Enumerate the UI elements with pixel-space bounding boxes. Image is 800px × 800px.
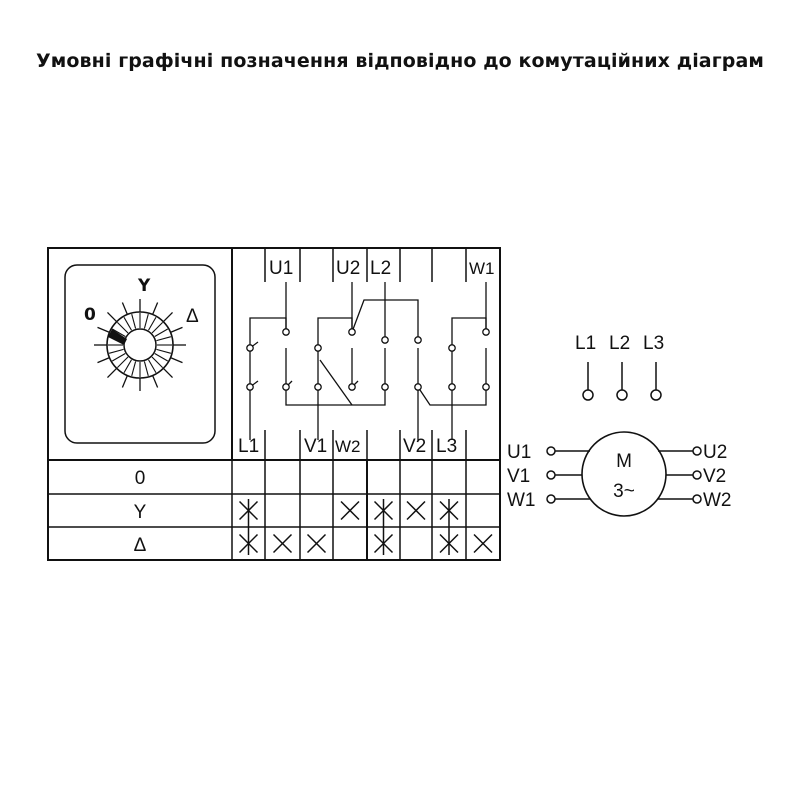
dial-label-delta: Δ: [186, 306, 199, 327]
terminal-label-u2: U2: [336, 258, 361, 279]
terminal-label-w2: W2: [335, 437, 361, 456]
dial-spoke: [163, 368, 172, 377]
dial-spoke: [170, 327, 182, 332]
motor-terminal-u1: U1: [507, 442, 532, 463]
contact-terminal: [247, 384, 253, 390]
dial-spoke: [107, 368, 116, 377]
terminal-label-u1: U1: [269, 258, 294, 279]
contact-terminal: [315, 384, 321, 390]
dial-spoke: [153, 375, 158, 387]
contact-terminal: [415, 384, 421, 390]
contact-terminal: [382, 337, 388, 343]
terminal-label-l2: L2: [370, 258, 392, 279]
terminal-label-v2: V2: [403, 436, 427, 457]
page-title: Умовні графічні позначення відповідно до комутаційних діаграм: [35, 50, 765, 72]
terminal-label-v1: V1: [304, 436, 328, 457]
contact-dots: [247, 329, 489, 390]
switching-table: [48, 460, 500, 560]
top-terminal-separators: [265, 248, 466, 282]
motor-terminal-v1: V1: [507, 466, 531, 487]
contact-terminal: [382, 384, 388, 390]
supply-lines: [575, 333, 664, 400]
contact-terminal: [315, 345, 321, 351]
dial-spoke: [163, 312, 172, 321]
terminal-label-w1: W1: [469, 259, 495, 278]
dial-spoke: [98, 358, 110, 363]
dial-spoke: [122, 375, 127, 387]
contact-terminal: [415, 337, 421, 343]
row-label-off: 0: [134, 468, 146, 489]
contact-terminal: [483, 329, 489, 335]
motor-name: M: [616, 451, 632, 472]
dial-spoke: [98, 327, 110, 332]
switch-dial: [65, 265, 215, 443]
motor-type: 3~: [613, 481, 635, 502]
terminal-label-l3: L3: [436, 436, 458, 457]
dial-spoke: [170, 358, 182, 363]
contact-terminal: [349, 329, 355, 335]
row-label-star: Y: [133, 502, 147, 523]
contact-terminal: [349, 384, 355, 390]
motor-terminal-v2: V2: [703, 466, 727, 487]
dial-spoke: [122, 303, 127, 315]
dial-knob: [124, 329, 156, 361]
motor-terminal-w2: W2: [703, 490, 732, 511]
dial-label-zero: 0: [84, 305, 96, 325]
contact-wiring: [250, 282, 486, 440]
dial-label-star: Y: [138, 276, 151, 296]
row-label-delta: Δ: [133, 535, 147, 556]
motor-symbol: [507, 432, 732, 516]
contact-terminal: [449, 345, 455, 351]
dial-spoke: [107, 312, 116, 321]
supply-label-l2: L2: [609, 333, 631, 354]
supply-label-l1: L1: [575, 333, 597, 354]
terminal-label-l1: L1: [238, 436, 260, 457]
contact-terminal: [247, 345, 253, 351]
contact-terminal: [449, 384, 455, 390]
motor-terminal-w1: W1: [507, 490, 536, 511]
contact-terminal: [283, 384, 289, 390]
contact-terminal: [283, 329, 289, 335]
contact-terminal: [483, 384, 489, 390]
dial-spoke: [153, 303, 158, 315]
supply-label-l3: L3: [643, 333, 665, 354]
motor-terminal-u2: U2: [703, 442, 728, 463]
